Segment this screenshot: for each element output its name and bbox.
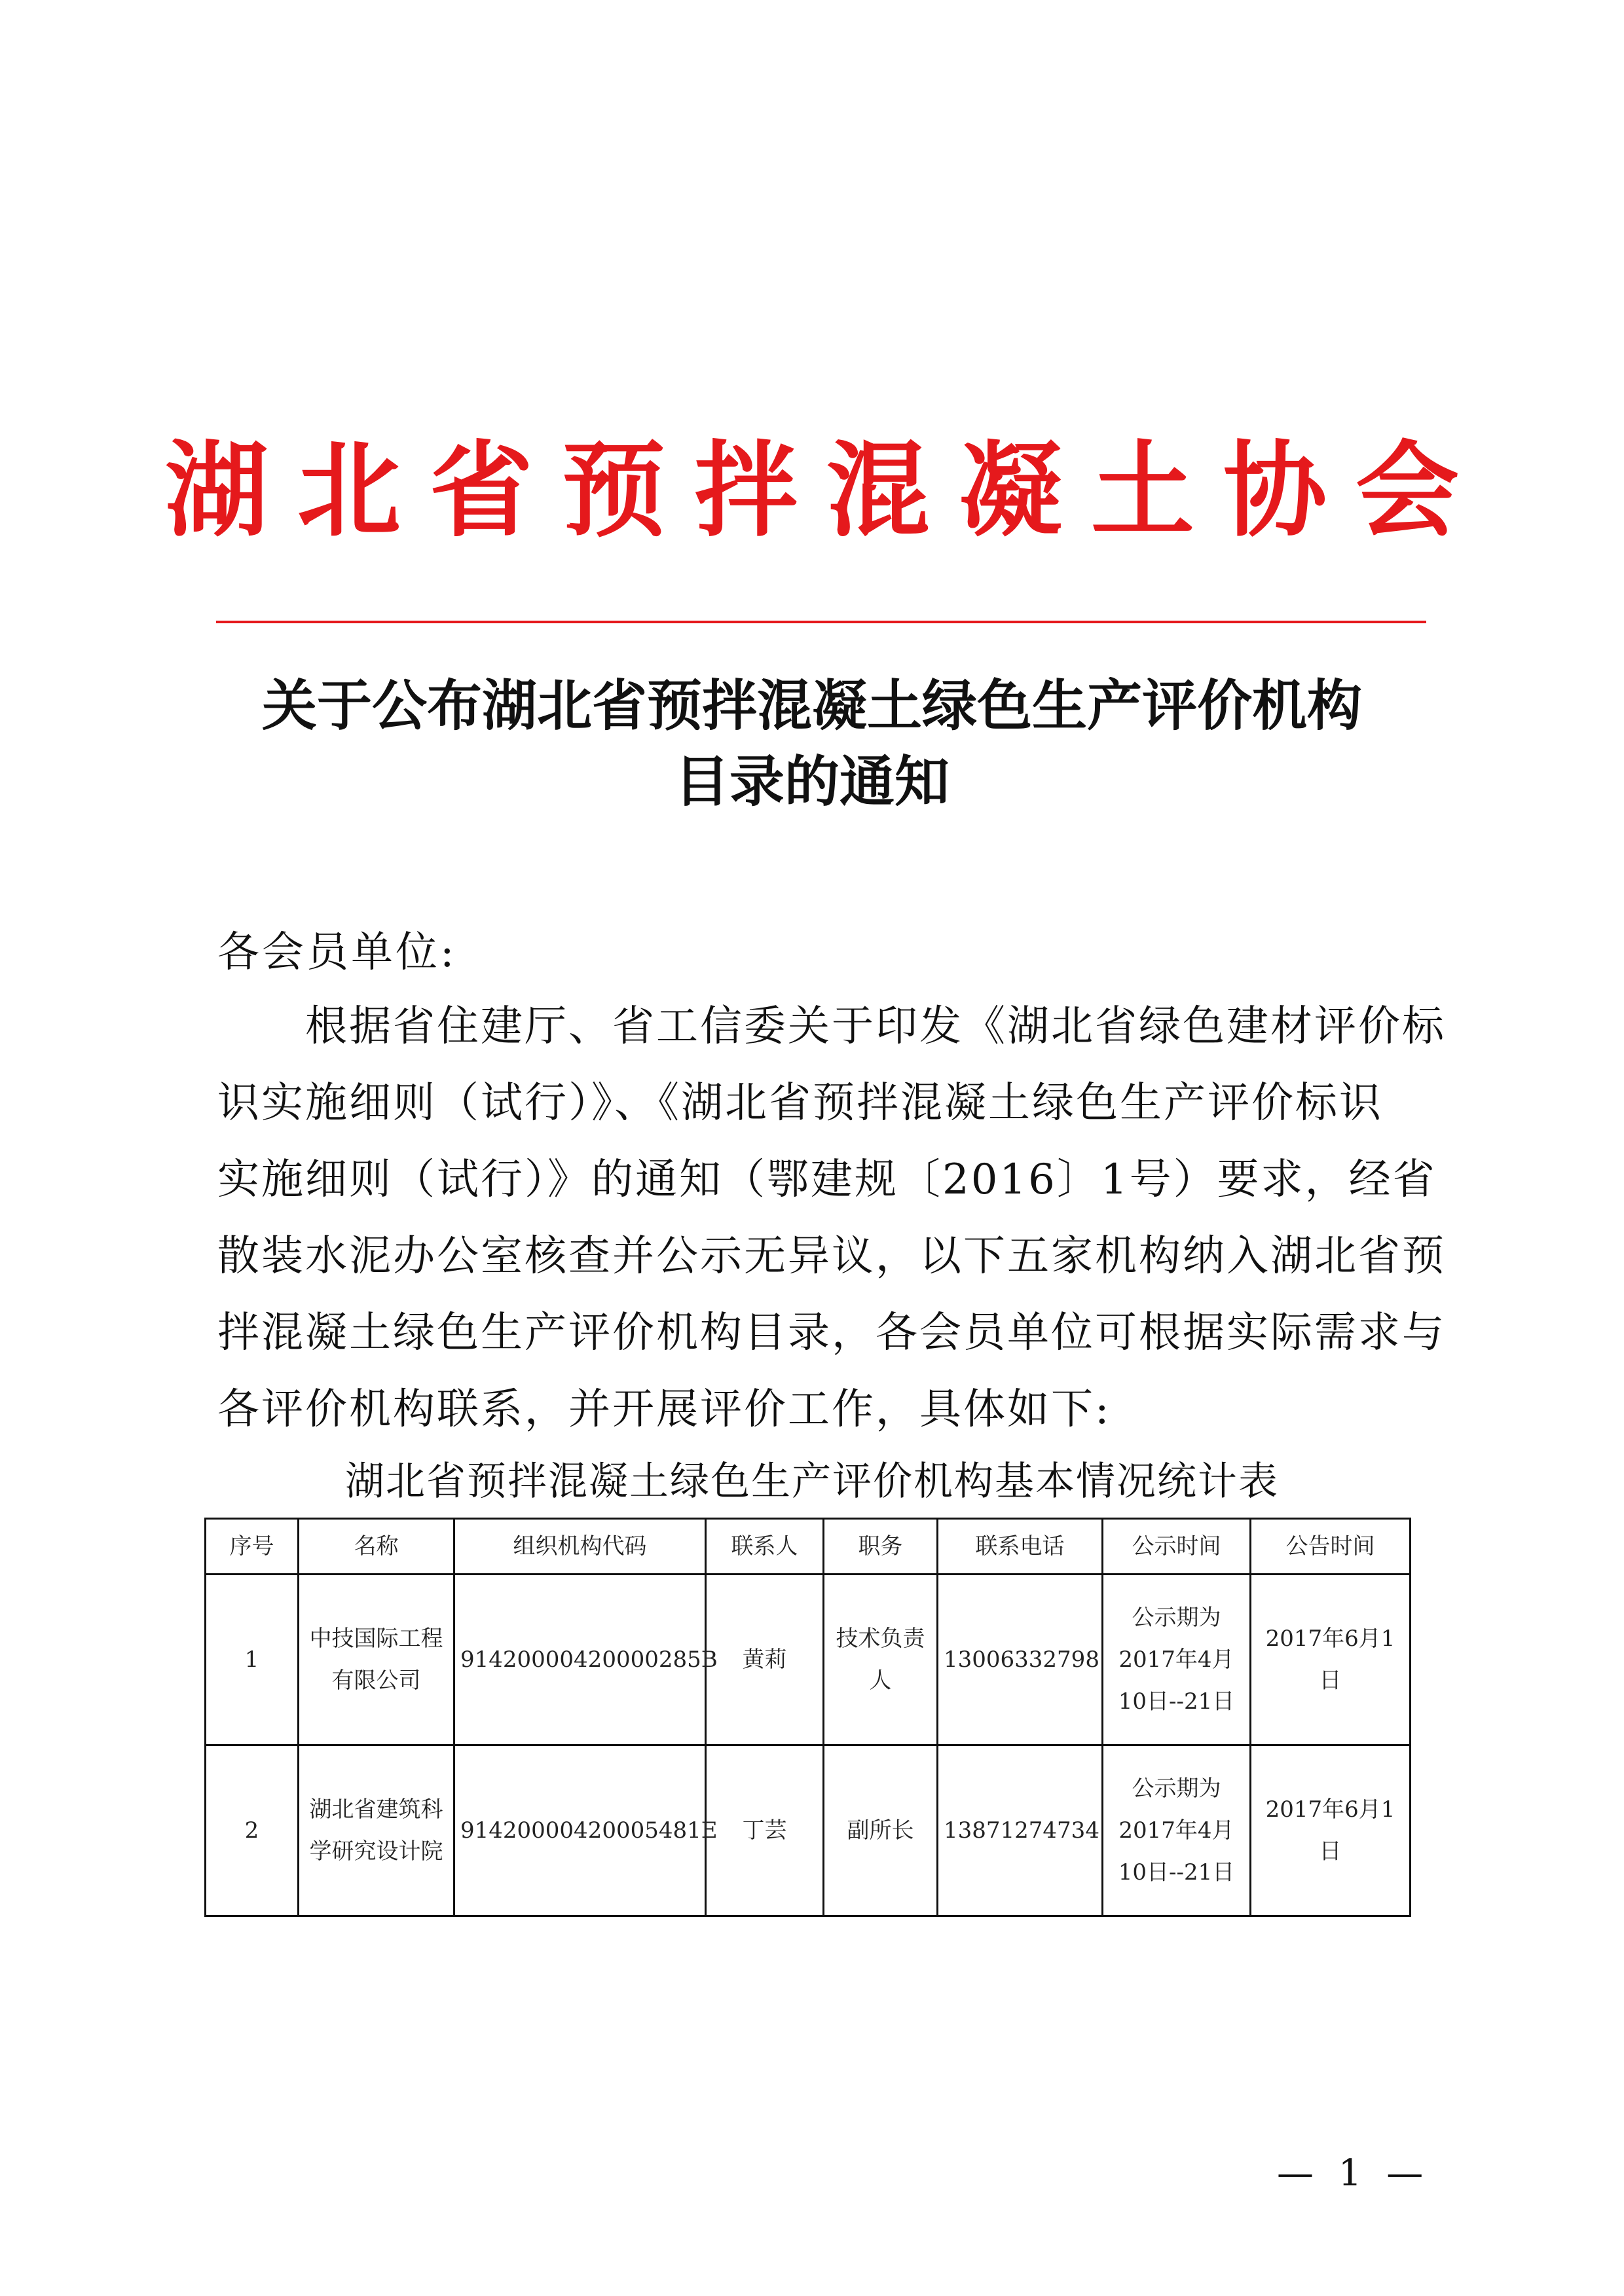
header-divider bbox=[216, 621, 1426, 623]
title-line-1: 关于公布湖北省预拌混凝土绿色生产评价机构 bbox=[261, 673, 1362, 738]
header-cell-phone: 联系电话 bbox=[938, 1519, 1103, 1575]
cell-announce: 2017年6月1日 bbox=[1251, 1745, 1411, 1916]
table-row bbox=[206, 1745, 1411, 1916]
cell-position: 技术负责人 bbox=[824, 1575, 938, 1745]
cell-name: 中技国际工程有限公司 bbox=[299, 1575, 454, 1745]
table-header-row bbox=[206, 1519, 1411, 1575]
header-cell-code: 组织机构代码 bbox=[454, 1519, 706, 1575]
table-row bbox=[206, 1575, 1411, 1745]
cell-publicity: 公示期为2017年4月10日--21日 bbox=[1103, 1575, 1251, 1745]
organization-header: 湖北省预拌混凝土协会 bbox=[165, 430, 1488, 551]
body-line: 根据省住建厅、省工信委关于印发《湖北省绿色建材评价标 bbox=[217, 1002, 1446, 1051]
document-title bbox=[196, 668, 1428, 820]
cell-name: 湖北省建筑科学研究设计院 bbox=[299, 1745, 454, 1916]
cell-no: 1 bbox=[206, 1575, 299, 1745]
cell-contact: 丁芸 bbox=[706, 1745, 824, 1916]
cell-announce: 2017年6月1日 bbox=[1251, 1575, 1411, 1745]
cell-contact: 黄莉 bbox=[706, 1575, 824, 1745]
table-caption: 湖北省预拌混凝土绿色生产评价机构基本情况统计表 bbox=[345, 1459, 1279, 1504]
page-number: — 1 — bbox=[1277, 2152, 1430, 2195]
cell-code: 91420000420000285B bbox=[454, 1575, 706, 1745]
cell-publicity: 公示期为2017年4月10日--21日 bbox=[1103, 1745, 1251, 1916]
title-line-2: 目录的通知 bbox=[674, 749, 950, 814]
cell-position: 副所长 bbox=[824, 1745, 938, 1916]
institution-table bbox=[204, 1518, 1411, 1917]
header-cell-publicity: 公示时间 bbox=[1103, 1519, 1251, 1575]
body-line: 拌混凝土绿色生产评价机构目录，各会员单位可根据实际需求与 bbox=[217, 1309, 1446, 1357]
header-cell-no: 序号 bbox=[206, 1519, 299, 1575]
cell-code: 91420000420005481E bbox=[454, 1745, 706, 1916]
header-cell-contact: 联系人 bbox=[706, 1519, 824, 1575]
body-line: 实施细则（试行）》的通知（鄂建规〔2016〕1号）要求，经省 bbox=[217, 1156, 1437, 1204]
body-paragraph bbox=[217, 989, 1446, 1448]
body-line: 各评价机构联系，并开展评价工作，具体如下: bbox=[217, 1385, 1111, 1434]
cell-phone: 13871274734 bbox=[938, 1745, 1103, 1916]
cell-no: 2 bbox=[206, 1745, 299, 1916]
body-line: 识实施细则（试行）》、《湖北省预拌混凝土绿色生产评价标识 bbox=[217, 1079, 1383, 1127]
header-cell-position: 职务 bbox=[824, 1519, 938, 1575]
header-cell-name: 名称 bbox=[299, 1519, 454, 1575]
cell-phone: 13006332798 bbox=[938, 1575, 1103, 1745]
body-line: 散装水泥办公室核查并公示无异议，以下五家机构纳入湖北省预 bbox=[217, 1232, 1446, 1281]
salutation: 各会员单位: bbox=[217, 928, 457, 977]
header-cell-announce: 公告时间 bbox=[1251, 1519, 1411, 1575]
